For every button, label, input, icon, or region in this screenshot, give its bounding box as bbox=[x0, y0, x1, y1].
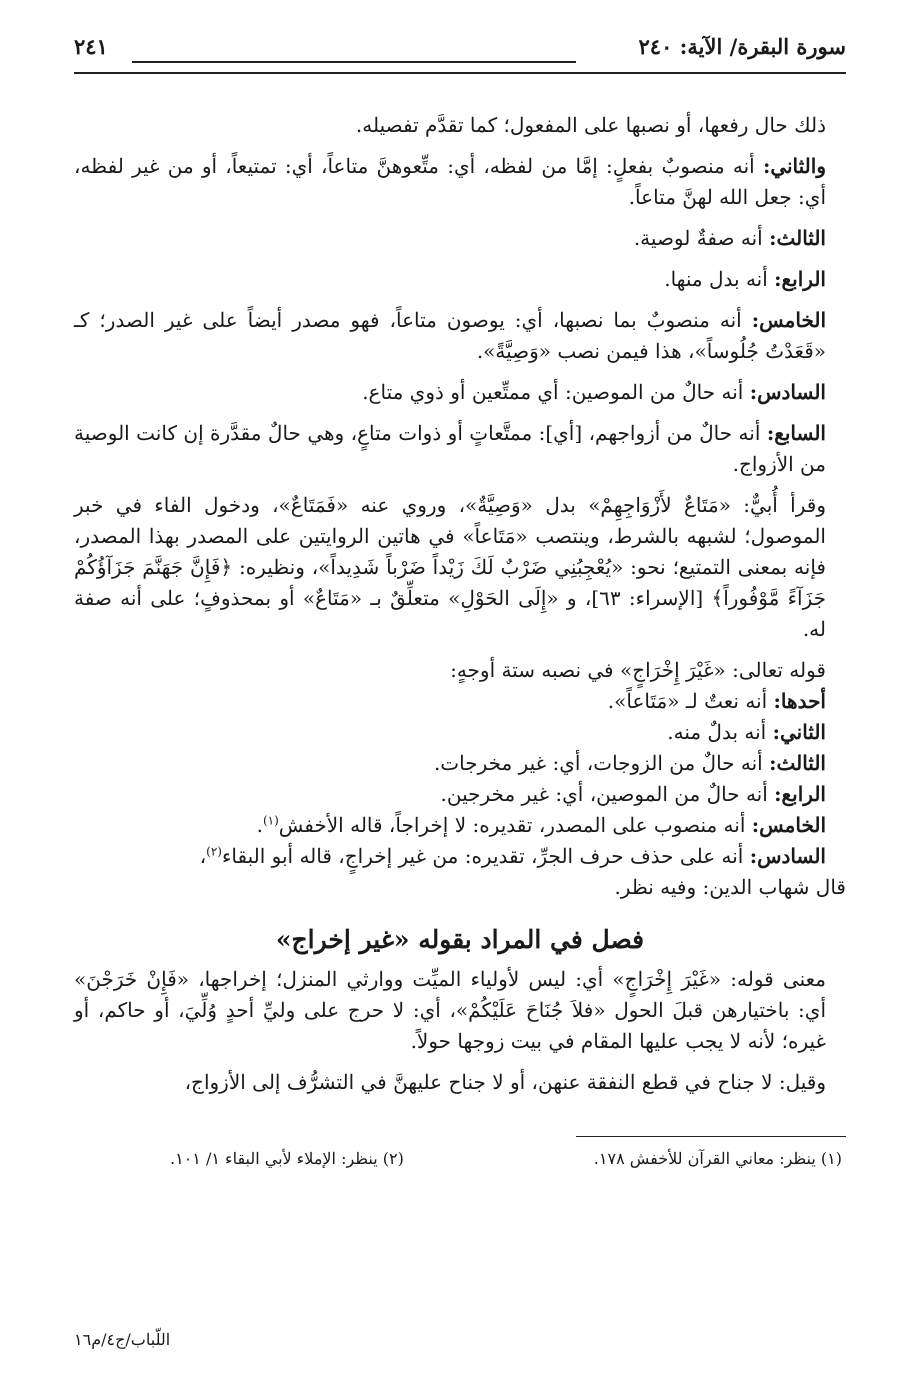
footnote-2: (٢) ينظر: الإملاء لأبي البقاء ١/ ١٠١. bbox=[170, 1149, 404, 1168]
item-label: الثالث: bbox=[769, 751, 826, 775]
header-rule bbox=[132, 61, 576, 63]
paragraph bbox=[74, 748, 846, 779]
item-label: السادس: bbox=[749, 844, 826, 868]
item-label: أحدها: bbox=[773, 689, 826, 713]
page bbox=[74, 30, 846, 1168]
header-divider bbox=[74, 72, 846, 74]
paragraph bbox=[74, 964, 846, 1057]
page-number: ٢٤١ bbox=[74, 34, 108, 59]
paragraph-text: أنه حالٌ من أزواجهم، [أي]: ممتَّعاتٍ أو ذوات متاعٍ، وهي حالٌ مقدَّرة إن كانت الوصية من الأزواج. bbox=[74, 421, 826, 476]
paragraph bbox=[74, 151, 846, 213]
paragraph-text: قوله تعالى: «غَيْرَ إِخْرَاجٍ» في نصبه ستة أوجهٍ: bbox=[450, 658, 826, 682]
header-title: سورة البقرة/ الآية: ٢٤٠ bbox=[638, 34, 846, 59]
page-header bbox=[74, 30, 846, 68]
paragraph bbox=[74, 872, 846, 903]
paragraph-text: ، bbox=[199, 844, 207, 868]
paragraph bbox=[74, 841, 846, 872]
item-label: السابع: bbox=[766, 421, 826, 445]
paragraph-text: وقيل: لا جناح في قطع النفقة عنهن، أو لا جناح عليهنَّ في التشرُّف إلى الأزواج، bbox=[184, 1070, 826, 1094]
paragraph-text: أنه بدلٌ منه. bbox=[667, 720, 773, 744]
paragraph-text: أنه منصوب على المصدر، تقديره: لا إخراجاً، قاله الأخفش bbox=[278, 813, 752, 837]
paragraph bbox=[74, 110, 846, 141]
paragraph bbox=[74, 655, 846, 686]
paragraph bbox=[74, 377, 846, 408]
item-label: الخامس: bbox=[751, 308, 826, 332]
paragraph-text: أنه على حذف حرف الجرِّ، تقديره: من غير إخراجٍ، قاله أبو البقاء bbox=[221, 844, 750, 868]
paragraph bbox=[74, 717, 846, 748]
paragraph-text: قال شهاب الدين: وفيه نظر. bbox=[614, 875, 846, 899]
footnote-1: (١) ينظر: معاني القرآن للأخفش ١٧٨. bbox=[593, 1149, 842, 1168]
item-label: الرابع: bbox=[774, 267, 826, 291]
paragraph bbox=[74, 264, 846, 295]
footnote-divider bbox=[576, 1136, 846, 1137]
paragraph-text: ذلك حال رفعها، أو نصبها على المفعول؛ كما تقدَّم تفصيله. bbox=[355, 113, 826, 137]
paragraph bbox=[74, 418, 846, 480]
item-label: والثاني: bbox=[762, 154, 826, 178]
paragraph-text: أنه نعتٌ لـ «مَتَاعاً». bbox=[607, 689, 774, 713]
paragraph-text: معنى قوله: «غَيْرَ إِخْرَاجٍ» أي: ليس لأولياء الميِّت ووارثي المنزل؛ إخراجها، «فَإِنْ خَرَجْنَ» أي: باختيارهن قبلَ الحول «فلاَ جُنَاحَ عَلَيْكُمْ»، أي: لا حرج على وليِّ أحدٍ وُلِّيَ، أو حاكم، أو غيره؛ لأنه لا يجب عليها المقام في بيت زوجها حولاً. bbox=[74, 967, 826, 1053]
paragraph bbox=[74, 223, 846, 254]
paragraph-text: أنه منصوبٌ بفعلٍ: إمَّا من لفظه، أي: متِّعوهنَّ متاعاً، أي: تمتيعاً، أو من غير لفظه، أي: جعل الله لهنَّ متاعاً. bbox=[74, 154, 826, 209]
paragraph-text: أنه منصوبٌ بما نصبها، أي: يوصون متاعاً، فهو مصدر أيضاً على غير الصدر؛ كـ «قَعَدْتُ جُلُوساً»، هذا فيمن نصب «وَصِيَّةً». bbox=[74, 308, 826, 363]
paragraph-text: . bbox=[256, 813, 263, 837]
item-label: الخامس: bbox=[751, 813, 826, 837]
paragraph-text: أنه حالٌ من الموصين، أي: غير مخرجين. bbox=[440, 782, 775, 806]
paragraph bbox=[74, 490, 846, 645]
item-label: الرابع: bbox=[774, 782, 826, 806]
paragraph bbox=[74, 810, 846, 841]
signature-mark: اللّباب/ج٤/م١٦ bbox=[74, 1330, 171, 1349]
footnote-ref: (٢) bbox=[206, 844, 222, 859]
paragraph bbox=[74, 779, 846, 810]
footnote-ref: (١) bbox=[262, 813, 279, 828]
paragraph bbox=[74, 305, 846, 367]
paragraph-text: أنه حالٌ من الموصين: أي ممتِّعين أو ذوي متاع. bbox=[362, 380, 750, 404]
paragraph-text: أنه بدل منها. bbox=[664, 267, 775, 291]
paragraph-text: أنه صفةٌ لوصية. bbox=[633, 226, 770, 250]
section-heading: فصل في المراد بقوله «غير إخراج» bbox=[275, 925, 645, 954]
item-label: الثاني: bbox=[772, 720, 826, 744]
item-label: السادس: bbox=[749, 380, 826, 404]
paragraph-text: أنه حالٌ من الزوجات، أي: غير مخرجات. bbox=[433, 751, 770, 775]
item-label: الثالث: bbox=[769, 226, 826, 250]
paragraph-text: وقرأ أُبيٌّ: «مَتَاعٌ لأَزْوَاجِهِمْ» بدل «وَصِيَّةٌ»، وروي عنه «فَمَتَاعٌ»، ودخول الفاء في خبر الموصول؛ لشبهه بالشرط، وينتصب «مَتَاعاً» في هاتين الروايتين على المصدر بهذا المصدر، فإنه بمعنى التمتيع؛ نحو: «يُعْجِبُنِي ضَرْبٌ لَكَ زَيْداً ضَرْباً شَدِيداً»، ونظيره: ﴿فَإِنَّ جَهَنَّمَ جَزَآؤُكُمْ جَزَآءً مَّوْفُوراً﴾ [الإسراء: ٦٣]، و «إِلَى الحَوْلِ» متعلِّقٌ بـ «مَتَاعٌ» أو بمحذوفٍ؛ على أنه صفة له. bbox=[74, 493, 826, 641]
paragraph bbox=[74, 686, 846, 717]
paragraph bbox=[74, 1067, 846, 1098]
footnotes bbox=[74, 1149, 846, 1168]
